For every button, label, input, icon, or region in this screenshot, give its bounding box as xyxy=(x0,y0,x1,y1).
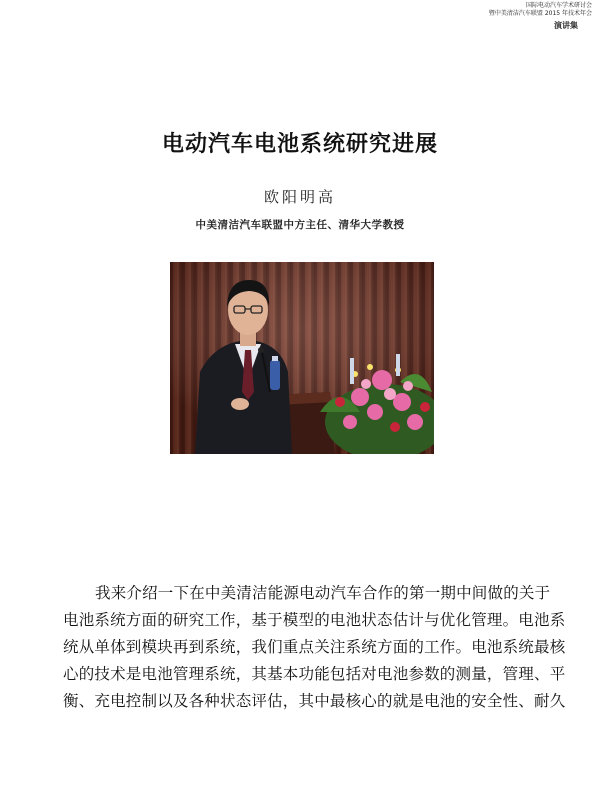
body-line: 电池系统方面的研究工作，基于模型的电池状态估计与优化管理。电池系 xyxy=(63,611,566,629)
body-line: 心的技术是电池管理系统，其基本功能包括对电池参数的测量，管理、平 xyxy=(63,665,566,683)
header-section-label: 演讲集 xyxy=(554,21,578,30)
article-title: 电动汽车电池系统研究进展 xyxy=(161,132,438,157)
speaker-photo-image xyxy=(170,262,434,454)
body-line: 统从单体到模块再到系统，我们重点关注系统方面的工作。电池系统最核 xyxy=(63,638,566,656)
author-affiliation: 中美清洁汽车联盟中方主任、清华大学教授 xyxy=(195,219,405,231)
body-line: 衡、充电控制以及各种状态评估，其中最核心的就是电池的安全性、耐久 xyxy=(63,692,566,710)
header-conference-subtitle: 暨中美清洁汽车联盟 2015 年技术年会 xyxy=(488,10,592,17)
header-conference-name: 国际电动汽车学术研讨会 xyxy=(525,2,592,9)
speaker-photo xyxy=(170,262,434,454)
running-header xyxy=(489,2,592,32)
article-body xyxy=(63,580,566,715)
body-line: 我来介绍一下在中美清洁能源电动汽车合作的第一期中间做的关于 xyxy=(95,584,551,602)
article-author: 欧阳明高 xyxy=(263,188,336,206)
